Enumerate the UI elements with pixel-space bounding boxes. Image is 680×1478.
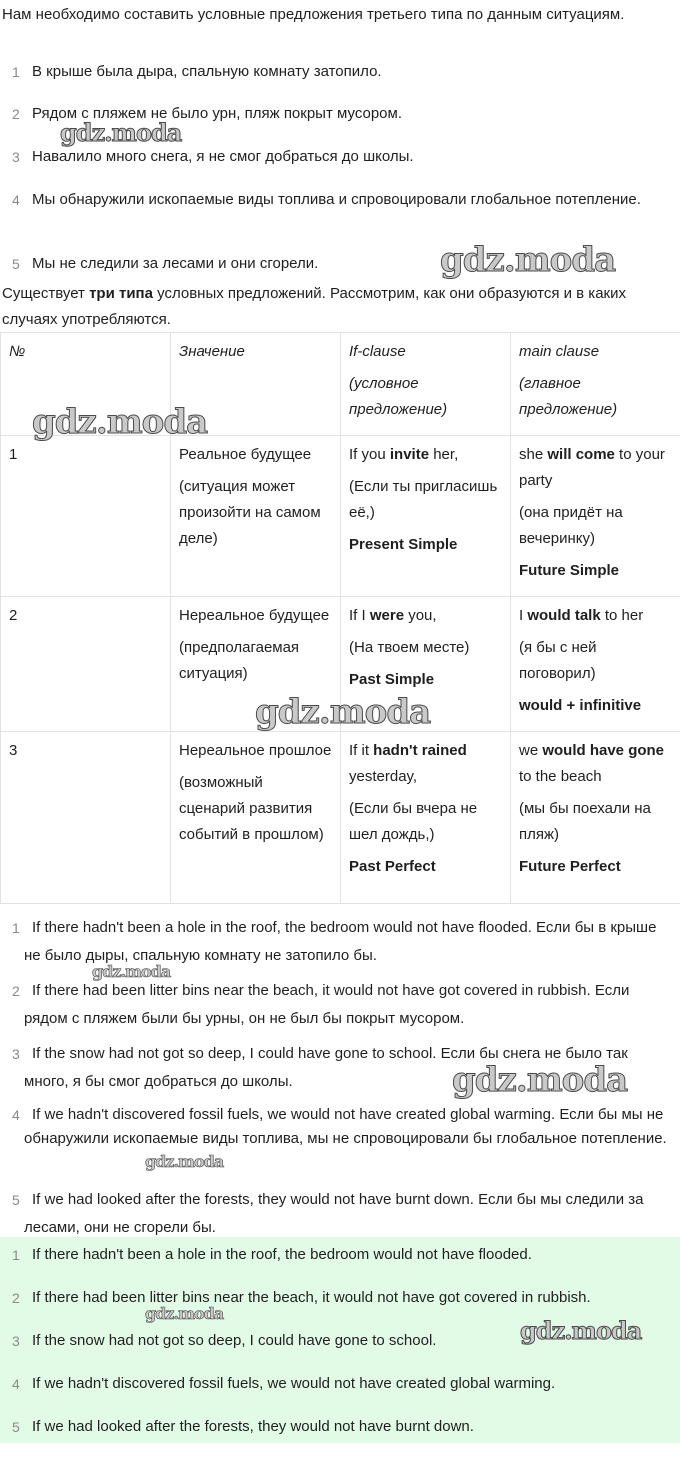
if-example [349,442,502,468]
types-intro-before: Существует [2,285,90,302]
main-translation: (мы бы поехали на пляж) [519,800,651,843]
main-translation: (она придёт на вечеринку) [519,504,623,547]
intro-text: Нам необходимо составить условные предложения третьего типа по данным ситуациям. [2,6,625,23]
if-bold: invite [389,446,430,463]
item-number: 5 [12,256,20,272]
watermark: gdz.moda [452,1060,628,1100]
meaning-note: (предполагаемая ситуация) [179,639,300,682]
header-main-clause-label: main clause [519,343,600,360]
item-number: 2 [12,1290,20,1306]
table-row [1,436,680,597]
main-example [519,442,672,494]
watermark: gdz.moda [520,1316,642,1345]
item-text: If there hadn't been a hole in the roof, the bedroom would not have flooded. Если бы в крыше не было дыры, спальную комнату не затопило бы. [24,919,657,964]
if-translation: (На твоем месте) [349,639,470,656]
row-if-clause [341,732,511,904]
row-meaning [171,597,341,732]
item-text: If there had been litter bins near the beach, it would not have got covered in rubbish. Если рядом с пляжем были бы урны, он не был бы покрыт мусором. [24,982,630,1027]
if-tense: Present Simple [349,536,458,553]
table-header-row [1,333,680,436]
if-tense: Past Perfect [349,858,436,875]
main-post: to the beach [519,768,602,785]
watermark: gdz.moda [60,118,182,147]
header-number [1,333,171,436]
header-main-clause [511,333,680,436]
meaning-note: (ситуация может произойти на самом деле) [179,478,321,547]
row-main-clause [511,597,680,732]
item-number: 3 [12,1046,20,1062]
row-if-clause [341,436,511,597]
item-number: 3 [12,149,20,165]
item-text: If we hadn't discovered fossil fuels, we would not have created global warming. Если бы мы не обнаружили ископаемые виды топлива, мы не спровоцировали бы глобальное потепление. [24,1106,667,1147]
item-number: 5 [12,1192,20,1208]
if-translation: (Если бы вчера не шел дождь,) [349,800,478,843]
item-text: Мы обнаружили ископаемые виды топлива и спровоцировали глобальное потепление. [32,191,641,208]
row-number [1,436,171,597]
item-text: If the snow had not got so deep, I could have gone to school. [32,1332,437,1349]
item-number: 2 [12,106,20,122]
types-intro-bold: три типа [89,285,153,302]
item-number: 1 [12,920,20,936]
main-post: to her [600,607,644,624]
item-number: 4 [12,192,20,208]
main-pre: I [519,607,528,624]
main-pre: we [519,742,543,759]
row-main-clause [511,436,680,597]
header-if-clause-label: If-clause [349,343,406,360]
item-number: 1 [12,64,20,80]
header-if-clause-note: (условное предложение) [349,375,448,418]
main-bold: will come [547,446,615,463]
item-text: If the snow had not got so deep, I could have gone to school. Если бы снега не было так много, я бы смог добраться до школы. [24,1045,628,1090]
item-text: If we had looked after the forests, they would not have burnt down. [32,1418,474,1435]
item-number: 2 [12,983,20,999]
header-meaning-label: Значение [179,343,245,360]
if-pre: If it [349,742,374,759]
meaning-text: Нереальное будущее [179,607,330,624]
table-row [1,597,680,732]
item-text: Навалило много снега, я не смог добраться до школы. [32,148,414,165]
item-number: 4 [12,1107,20,1123]
row-if-clause [341,597,511,732]
main-example [519,603,672,629]
meaning-text: Реальное будущее [179,446,312,463]
main-bold: would have gone [542,742,665,759]
watermark: gdz.moda [92,962,171,981]
main-bold: would talk [527,607,601,624]
main-translation: (я бы с ней поговорил) [519,639,597,682]
if-pre: If you [349,446,390,463]
if-post: her, [429,446,459,463]
main-tense: Future Simple [519,562,620,579]
header-main-clause-note: (главное предложение) [519,375,618,418]
item-text: If there hadn't been a hole in the roof, the bedroom would not have flooded. [32,1246,532,1263]
main-post: to your party [519,446,665,489]
item-text: Мы не следили за лесами и они сгорели. [32,255,319,272]
types-intro [2,281,676,333]
row-main-clause [511,732,680,904]
main-example [519,738,672,790]
item-text: If we had looked after the forests, they would not have burnt down. Если бы мы следили за лесами, они не сгорели бы. [24,1191,644,1236]
row-meaning [171,436,341,597]
header-meaning [171,333,341,436]
header-number-label: № [9,343,26,360]
row-meaning [171,732,341,904]
if-translation: (Если ты пригласишь её,) [349,478,498,521]
if-example [349,738,502,790]
if-post: yesterday, [349,768,418,785]
row-number-text: 3 [9,742,18,759]
if-bold: hadn't rained [373,742,467,759]
item-text: В крыше была дыра, спальную комнату затопило. [32,63,382,80]
main-tense: would + infinitive [519,697,642,714]
item-text: If there had been litter bins near the beach, it would not have got covered in rubbish. [32,1289,591,1306]
item-text: Рядом с пляжем не было урн, пляж покрыт мусором. [32,105,402,122]
row-number-text: 2 [9,607,18,624]
types-intro-after: условных предложений. Рассмотрим, как они образуются и в каких случаях употребляются. [2,285,626,328]
item-text: If we hadn't discovered fossil fuels, we would not have created global warming. [32,1375,556,1392]
watermark: gdz.moda [145,1152,224,1171]
item-number: 3 [12,1333,20,1349]
meaning-note: (возможный сценарий развития событий в прошлом) [179,774,324,843]
table-row [1,732,680,904]
meaning-text: Нереальное прошлое [179,742,332,759]
item-number: 1 [12,1247,20,1263]
watermark: gdz.moda [145,1304,224,1323]
item-number: 5 [12,1419,20,1435]
watermark: gdz.moda [440,240,616,280]
watermark: gdz.moda [32,402,208,442]
if-post: you, [404,607,437,624]
watermark: gdz.moda [255,692,431,732]
row-number [1,732,171,904]
if-bold: were [369,607,405,624]
conditionals-table [0,332,680,904]
main-tense: Future Perfect [519,858,621,875]
if-example [349,603,502,629]
if-pre: If I [349,607,370,624]
if-tense: Past Simple [349,671,435,688]
main-pre: she [519,446,548,463]
row-number [1,597,171,732]
row-number-text: 1 [9,446,18,463]
item-number: 4 [12,1376,20,1392]
header-if-clause [341,333,511,436]
